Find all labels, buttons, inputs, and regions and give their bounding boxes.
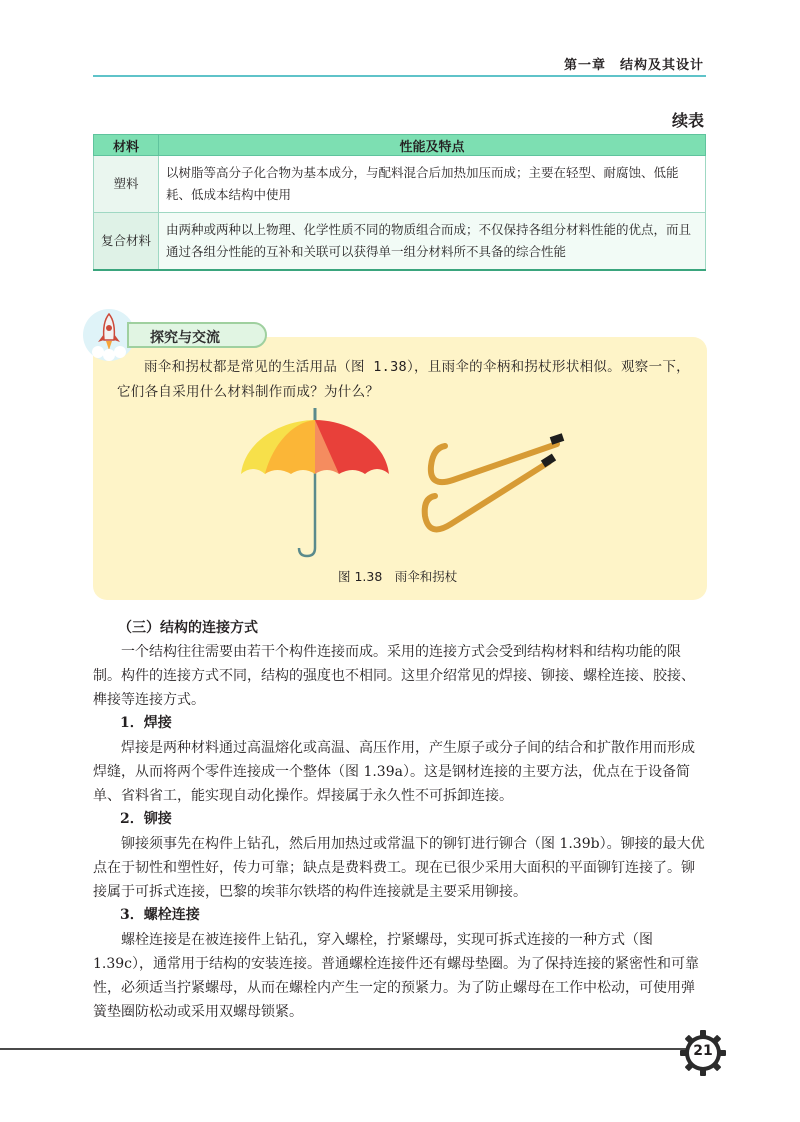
umbrella-illustration bbox=[241, 408, 389, 556]
page-number: 21 bbox=[693, 1043, 713, 1059]
explore-title: 探究与交流 bbox=[150, 330, 220, 346]
section-title: （三）结构的连接方式 bbox=[118, 620, 258, 636]
table-row bbox=[94, 213, 706, 271]
explore-text: 雨伞和拐杖都是常见的生活用品（图 1.38），且雨伞的伞柄和拐杖形状相似。观察一下，它们各自采用什么材料制作而成？为什么？ bbox=[117, 359, 690, 400]
subheading-riveting: 2．铆接 bbox=[120, 811, 172, 827]
subheading-welding: 1．焊接 bbox=[120, 715, 172, 731]
paragraph-bolt: 螺栓连接是在被连接件上钻孔，穿入螺栓，拧紧螺母，实现可拆式连接的一种方式（图1.39c），通常用于结构的安装连接。普通螺栓连接件还有螺母垫圈。为了保持连接的紧密性和可靠性，必须适当拧紧螺母，从而在螺栓内产生一定的预紧力。为了防止螺母在工作中松动，可使用弹簧垫圈防松动或采用双螺母锁紧。 bbox=[93, 932, 700, 1020]
paragraph-welding: 焊接是两种材料通过高温熔化或高温、高压作用，产生原子或分子间的结合和扩散作用而形成焊缝，从而将两个零件连接成一个整体（图 1.39a）。这是钢材连接的主要方法，优点在于设备简单、省料省工，能实现自动化操作。焊接属于永久性不可拆卸连接。 bbox=[93, 740, 695, 804]
table-cell-desc: 以树脂等高分子化合物为基本成分，与配料混合后加热加压而成；主要在轻型、耐腐蚀、低能耗、低成本结构中使用 bbox=[159, 156, 706, 213]
figure-umbrella-cane bbox=[93, 400, 707, 570]
table-header-properties: 性能及特点 bbox=[159, 135, 706, 156]
paragraph-riveting: 铆接须事先在构件上钻孔，然后用加热过或常温下的铆钉进行铆合（图 1.39b）。铆接的最大优点在于韧性和塑性好，传力可靠；缺点是费料费工。现在已很少采用大面积的平面铆钉连接了。铆接属于可拆式连接，巴黎的埃菲尔铁塔的构件连接就是主要采用铆接。 bbox=[93, 836, 705, 900]
footer-rule bbox=[0, 1048, 720, 1050]
subheading-bolt: 3．螺栓连接 bbox=[120, 907, 200, 923]
table-cell-material: 塑料 bbox=[94, 156, 159, 213]
materials-table bbox=[93, 134, 706, 271]
table-cell-desc: 由两种或两种以上物理、化学性质不同的物质组合而成；不仅保持各组分材料性能的优点，而且通过各组分性能的互补和关联可以获得单一组分材料所不具备的综合性能 bbox=[159, 213, 706, 271]
section-intro: 一个结构往往需要由若干个构件连接而成。采用的连接方式会受到结构材料和结构功能的限制。构件的连接方式不同，结构的强度也不相同。这里介绍常见的焊接、铆接、螺栓连接、胶接、榫接等连接方式。 bbox=[93, 644, 695, 708]
chapter-header: 第一章 结构及其设计 bbox=[563, 58, 704, 73]
header-rule bbox=[93, 75, 706, 77]
table-cell-material: 复合材料 bbox=[94, 213, 159, 271]
table-row bbox=[94, 156, 706, 213]
figure-caption: 图 1.38 雨伞和拐杖 bbox=[338, 569, 458, 584]
table-header-material: 材料 bbox=[94, 135, 159, 156]
cane-illustration bbox=[425, 437, 563, 529]
table-continued-label: 续表 bbox=[671, 111, 704, 130]
table-header-row bbox=[94, 135, 706, 156]
